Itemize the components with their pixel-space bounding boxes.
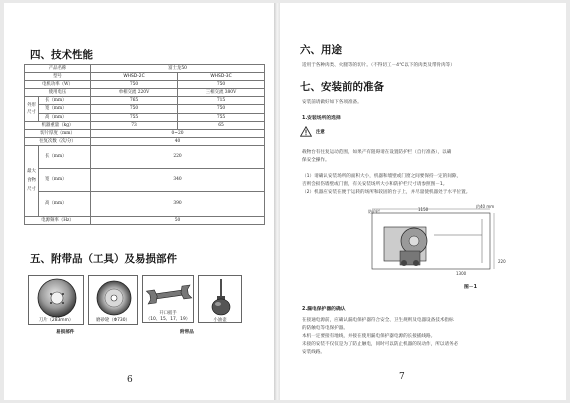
spec-value: 0~20 [91, 129, 265, 137]
accessory-caption: 刀片（283mm） [38, 318, 74, 323]
spec-label: 宽（mm） [39, 105, 91, 113]
table-row [25, 89, 265, 97]
figure-dim-top: 1150 [418, 207, 429, 212]
figure-dim-side: 220 [498, 259, 506, 264]
spec-value: 750 [178, 105, 265, 113]
figure-guard-label: 防护栏 [368, 209, 380, 214]
left-page [4, 3, 276, 400]
spec-value: 三相交流 380V [178, 89, 265, 97]
table-row [25, 105, 265, 113]
spec-label: 电机功率（W） [25, 81, 91, 89]
spec-value: 40 [91, 137, 265, 145]
spec-value: 50 [91, 216, 265, 224]
table-row [25, 113, 265, 121]
spec-label: 电源频率（Hz） [25, 216, 91, 224]
caution-text: 载物台有往复运动范围，如果产有阻碍请在设置防护栏（自行准备），以确 [302, 150, 452, 155]
spec-label: 机器重量（kg） [25, 121, 91, 129]
included-items-label: 附带品 [180, 330, 194, 335]
accessory-caption: 开口扳手 [159, 311, 177, 316]
spec-label: 产品名称 [25, 65, 91, 73]
spec-value: 220 [91, 145, 265, 168]
table-row [25, 191, 265, 216]
right-page [280, 3, 566, 400]
accessory-caption-sizes: （10、15、17、19） [145, 317, 191, 322]
oil-can-image [198, 275, 242, 323]
leakage-text: 的防触电等电保护器。 [302, 326, 348, 331]
table-row [25, 216, 265, 224]
spec-value: 65 [178, 121, 265, 129]
figure-dim-right: 约40 mm [476, 204, 495, 209]
spec-value: 73 [91, 121, 178, 129]
para-site-size: （1）请确认安装场所的面积大小，机器和墙壁或门窗之间要保持一定的间隙， [302, 174, 462, 179]
spec-label: 长（mm） [39, 145, 91, 168]
spec-value: 340 [91, 168, 265, 191]
spec-value: 765 [91, 97, 178, 105]
spec-side-label: 外形尺寸 [25, 97, 39, 121]
spec-value: 755 [178, 113, 265, 121]
spec-label: 往复次数（次/分） [25, 137, 91, 145]
spec-label: 长（mm） [39, 97, 91, 105]
spec-label: 宽（mm） [39, 168, 91, 191]
page-number: 7 [399, 372, 405, 382]
figure-1-diagram [364, 205, 514, 275]
spec-value: 755 [91, 113, 178, 121]
spec-label: 高（mm） [39, 191, 91, 216]
spec-table [24, 64, 265, 225]
table-row [25, 65, 265, 73]
prep-intro: 安装前请做好如下各项准备。 [302, 100, 362, 105]
caution-label: 注意 [316, 130, 325, 135]
page-number: 6 [127, 375, 133, 385]
spec-value: 750 [91, 81, 178, 89]
usage-text: 适用于各种肉类、火腿等的切片。（不得切工－4℃以下的肉类及带骨肉等） [302, 63, 455, 68]
leakage-text: 未接的安装不仅仅是为了防止触电，同时可以防止机器的误动作，所以请务必 [302, 342, 459, 347]
spec-value: 750 [91, 105, 178, 113]
accessory-caption: 小油壶 [213, 318, 227, 323]
table-row [25, 97, 265, 105]
leakage-text: 在接通电源前，应确认漏电保护器符合安全、卫生规则及电器设备技术指标 [302, 318, 454, 323]
spec-value: 富士龙50 [91, 65, 265, 73]
spec-value: 715 [178, 97, 265, 105]
spec-value: WHSD-3C [178, 73, 265, 81]
spec-value: 750 [178, 81, 265, 89]
table-row [25, 168, 265, 191]
section-5-title: 五、附带品（工具）及易损部件 [30, 253, 177, 265]
figure-caption: 图－1 [464, 285, 477, 290]
table-row [25, 145, 265, 168]
leakage-text: 安装线路。 [302, 350, 325, 355]
section-4-title: 四、技术性能 [30, 49, 93, 61]
spec-value: 单相交流 220V [91, 89, 178, 97]
table-row [25, 129, 265, 137]
spec-label: 使用电压 [25, 89, 91, 97]
spec-value: 390 [91, 191, 265, 216]
para-site-size: 否则会损伤墙壁或门窗，有关安装场所大小和防护栏尺寸请参照图－1。 [302, 182, 448, 187]
table-row [25, 137, 265, 145]
para-level: （2）机器应安装在便于运转的场所和较固的台子上，并尽量使机器处于水平位置。 [302, 190, 471, 195]
table-row [25, 81, 265, 89]
sub-title-site: 1.安装场所的选择 [302, 116, 341, 121]
section-7-title: 七、安装前的准备 [300, 81, 384, 93]
section-6-title: 六、用途 [300, 44, 342, 56]
table-row [25, 121, 265, 129]
caution-text: 保安全操作。 [302, 158, 330, 163]
spec-label: 高（mm） [39, 113, 91, 121]
leakage-text: 本机一定要接有地线，并接在使用漏电保护器电源的长接插线路。 [302, 334, 436, 339]
sub-title-leakage: 2.漏电保护器的确认 [302, 307, 346, 312]
spec-side-label: 最大食物尺寸 [25, 145, 39, 216]
wear-parts-label: 易损部件 [56, 330, 75, 335]
spec-value: WHSD-2C [91, 73, 178, 81]
spec-label: 型号 [25, 73, 91, 81]
figure-dim-bottom: 1300 [456, 271, 467, 276]
spec-label: 切片厚度（mm） [25, 129, 91, 137]
warning-icon [300, 126, 312, 137]
table-row [25, 73, 265, 81]
accessory-caption: 磨砂轮（Φ730） [96, 318, 130, 323]
